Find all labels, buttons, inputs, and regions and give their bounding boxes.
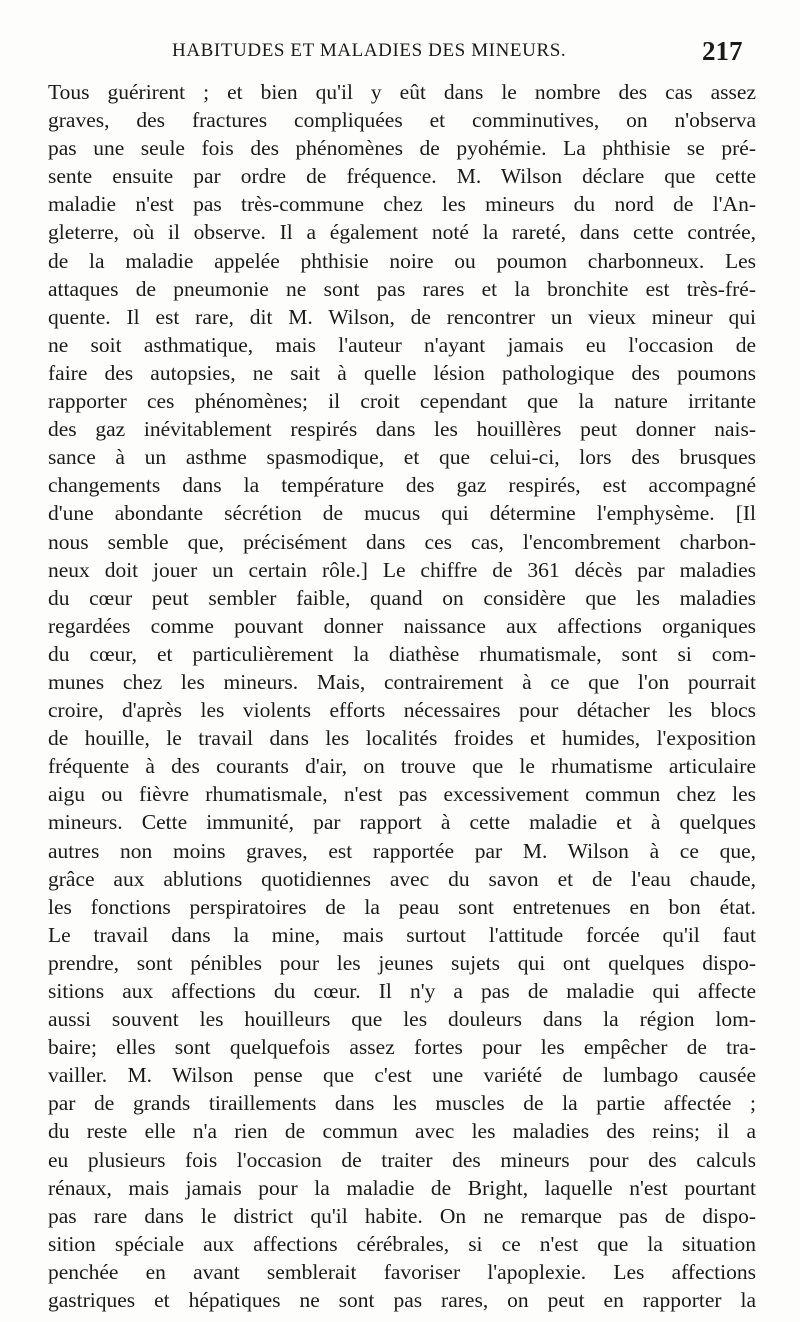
text-line: eu plusieurs fois l'occasion de traiter des mineurs pour des calculs (48, 1147, 756, 1172)
text-line: neux doit jouer un certain rôle.] Le chiffre de 361 décès par maladies (48, 557, 756, 582)
text-line: des gaz inévitablement respirés dans les houillères peut donner nais- (48, 417, 756, 442)
text-line: fréquente à des courants d'air, on trouve que le rhumatisme articulaire (48, 754, 756, 779)
text-line: sente ensuite par ordre de fréquence. M. Wilson déclare que cette (48, 164, 756, 189)
text-line: croire, d'après les violents efforts nécessaires pour détacher les blocs (48, 698, 756, 723)
text-line: du reste elle n'a rien de commun avec les maladies des reins; il a (48, 1119, 756, 1144)
text-line: de houille, le travail dans les localités froides et humides, l'exposition (48, 726, 756, 751)
text-line: pas rare dans le district qu'il habite. On ne remarque pas de dispo- (48, 1203, 756, 1228)
text-line: Tous guérirent ; et bien qu'il y eût dans le nombre des cas assez (48, 80, 756, 104)
text-line: baire; elles sont quelquefois assez fortes pour les empêcher de tra- (48, 1035, 756, 1060)
text-line: les fonctions perspiratoires de la peau sont entretenues en bon état. (48, 894, 756, 919)
text-line: grâce aux ablutions quotidiennes avec du savon et de l'eau chaude, (48, 866, 756, 891)
body-text (48, 78, 756, 1314)
text-line: vailler. M. Wilson pense que c'est une variété de lumbago causée (48, 1063, 756, 1088)
text-line: mineurs. Cette immunité, par rapport à cette maladie et à quelques (48, 810, 756, 835)
text-line: par de grands tiraillements dans les muscles de la partie affectée ; (48, 1091, 756, 1116)
text-line: penchée en avant semblerait favoriser l'apoplexie. Les affections (48, 1259, 756, 1284)
text-line: nous semble que, précisément dans ces cas, l'encombrement charbon- (48, 529, 756, 554)
text-line: du cœur peut sembler faible, quand on considère que les maladies (48, 585, 756, 610)
text-line: autres non moins graves, est rapportée par M. Wilson à ce que, (48, 838, 756, 863)
text-line: sition spéciale aux affections cérébrales, si ce n'est que la situation (48, 1231, 756, 1256)
text-line: gastriques et hépatiques ne sont pas rares, on peut en rapporter la (48, 1288, 756, 1313)
text-line: faire des autopsies, ne sait à quelle lésion pathologique des poumons (48, 360, 756, 385)
text-line: de la maladie appelée phthisie noire ou poumon charbonneux. Les (48, 248, 756, 273)
text-line: attaques de pneumonie ne sont pas rares et la bronchite est très-fré- (48, 276, 756, 301)
text-line: Le travail dans la mine, mais surtout l'attitude forcée qu'il faut (48, 922, 756, 947)
text-line: sance à un asthme spasmodique, et que celui-ci, lors des brusques (48, 445, 756, 470)
text-line: aussi souvent les houilleurs que les douleurs dans la région lom- (48, 1007, 756, 1032)
text-line: pas une seule fois des phénomènes de pyohémie. La phthisie se pré- (48, 136, 756, 161)
text-line: sitions aux affections du cœur. Il n'y a pas de maladie qui affecte (48, 979, 756, 1003)
text-line: changements dans la température des gaz respirés, est accompagné (48, 473, 756, 498)
text-line: quente. Il est rare, dit M. Wilson, de rencontrer un vieux mineur qui (48, 304, 756, 329)
text-line: graves, des fractures compliquées et comminutives, on n'observa (48, 108, 756, 133)
text-line: du cœur, et particulièrement la diathèse rhumatismale, sont si com- (48, 641, 756, 666)
text-line: rapporter ces phénomènes; il croit cependant que la nature irritante (48, 389, 756, 414)
text-line: munes chez les mineurs. Mais, contrairement à ce que l'on pourrait (48, 669, 756, 694)
text-line: maladie n'est pas très-commune chez les mineurs du nord de l'An- (48, 192, 756, 217)
page-number: 217 (702, 36, 743, 66)
text-line: prendre, sont pénibles pour les jeunes sujets qui ont quelques dispo- (48, 950, 756, 975)
text-line: aigu ou fièvre rhumatismale, n'est pas excessivement commun chez les (48, 782, 756, 807)
text-line: d'une abondante sécrétion de mucus qui détermine l'emphysème. [Il (48, 501, 756, 526)
text-line: gleterre, où il observe. Il a également noté la rareté, dans cette contrée, (48, 220, 756, 245)
running-title: HABITUDES ET MALADIES DES MINEURS. (172, 40, 567, 61)
text-line: ne soit asthmatique, mais l'auteur n'ayant jamais eu l'occasion de (48, 332, 756, 357)
running-head (0, 36, 800, 76)
text-line: regardées comme pouvant donner naissance aux affections organiques (48, 613, 756, 638)
text-line: rénaux, mais jamais pour la maladie de Bright, laquelle n'est pourtant (48, 1175, 756, 1200)
